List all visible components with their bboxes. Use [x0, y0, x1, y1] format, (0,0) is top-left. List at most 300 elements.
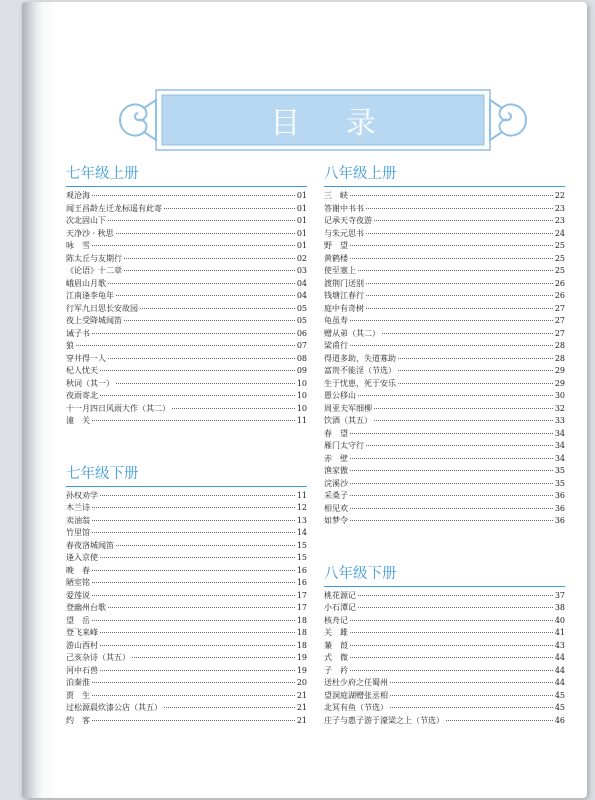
entry-title: 夜上受降城闻笛 — [66, 316, 122, 325]
dot-leader — [374, 420, 553, 421]
entry-title: 采桑子 — [324, 491, 348, 500]
entry-title: 咏 雪 — [66, 241, 90, 250]
entry-page-number: 37 — [554, 590, 565, 600]
entry-title: 愚公移山 — [324, 391, 356, 400]
entry-page-number: 22 — [554, 191, 565, 200]
toc-entry[interactable] — [66, 403, 307, 416]
toc-entry[interactable] — [324, 640, 565, 653]
entry-page-number: 01 — [296, 216, 307, 225]
section-gap — [324, 528, 565, 564]
toc-entry[interactable] — [66, 590, 307, 603]
dot-leader — [100, 670, 295, 671]
dot-leader — [92, 532, 295, 533]
entry-page-number: 28 — [554, 353, 565, 363]
toc-entry[interactable] — [66, 315, 307, 328]
entry-page-number: 21 — [296, 715, 307, 725]
entry-title: 黄鹤楼 — [324, 253, 348, 263]
toc-entry[interactable] — [324, 253, 565, 266]
entry-page-number: 08 — [296, 353, 307, 363]
entry-title: 卖油翁 — [66, 515, 90, 525]
entry-title: 河中石兽 — [66, 665, 98, 675]
dot-leader — [390, 682, 553, 683]
toc-entry[interactable] — [324, 190, 565, 203]
toc-entry[interactable] — [324, 215, 565, 228]
entry-title: 木兰诗 — [66, 503, 90, 512]
toc-section — [324, 164, 565, 528]
entry-title: 浣溪沙 — [324, 478, 348, 488]
dot-leader — [374, 220, 553, 221]
toc-entry[interactable] — [324, 203, 565, 216]
dot-leader — [140, 308, 295, 309]
entry-page-number: 41 — [554, 628, 565, 637]
entry-page-number: 38 — [554, 603, 565, 612]
toc-entry[interactable] — [66, 602, 307, 615]
toc-entry[interactable] — [324, 315, 565, 328]
toc-entry[interactable] — [66, 690, 307, 703]
entry-title: 望 岳 — [66, 615, 90, 625]
entry-page-number: 03 — [296, 266, 307, 275]
toc-entry[interactable] — [324, 403, 565, 416]
entry-title: 春 望 — [324, 428, 348, 438]
entry-page-number: 01 — [296, 228, 307, 238]
entry-page-number: 24 — [554, 228, 565, 238]
toc-entry[interactable] — [66, 627, 307, 640]
section-divider — [66, 486, 307, 487]
entry-page-number: 01 — [296, 203, 307, 213]
toc-entry[interactable] — [66, 290, 307, 303]
dot-leader — [164, 208, 295, 209]
entry-title: 庭中有奇树 — [324, 303, 364, 313]
toc-entry[interactable] — [66, 702, 307, 715]
entry-title: 赤 壁 — [324, 453, 348, 463]
entry-page-number: 11 — [296, 416, 307, 425]
entry-title: 登飞来峰 — [66, 628, 98, 637]
entry-title: 渔家傲 — [324, 466, 348, 475]
toc-entry[interactable] — [66, 577, 307, 590]
toc-section — [66, 464, 307, 728]
entry-title: 赠从弟（其二） — [324, 328, 380, 338]
toc-entry[interactable] — [66, 390, 307, 403]
toc-entry[interactable] — [66, 353, 307, 366]
dot-leader — [92, 620, 295, 621]
entry-page-number: 25 — [554, 266, 565, 275]
dot-leader — [92, 420, 295, 421]
entry-page-number: 01 — [296, 191, 307, 200]
dot-leader — [92, 570, 295, 571]
entry-title: 春夜洛城闻笛 — [66, 540, 114, 550]
dot-leader — [108, 358, 295, 359]
dot-leader — [350, 458, 553, 459]
entry-title: 雁门太守行 — [324, 441, 364, 450]
entry-page-number: 18 — [296, 640, 307, 650]
toc-entry[interactable] — [66, 203, 307, 216]
entry-title: 诫子书 — [66, 328, 90, 338]
toc-entry[interactable] — [66, 552, 307, 565]
entry-page-number: 44 — [554, 665, 565, 675]
entry-title: 富贵不能淫（节选） — [324, 366, 396, 375]
entry-title: 夜雨寄北 — [66, 391, 98, 400]
dot-leader — [116, 233, 295, 234]
entry-title: 陈太丘与友期行 — [66, 253, 122, 263]
toc-entry[interactable] — [324, 278, 565, 291]
entry-title: 秋词（其一） — [66, 378, 114, 388]
entry-title: 生于忧患，死于安乐 — [324, 378, 396, 388]
entry-title: 小石潭记 — [324, 603, 356, 612]
entry-title: 陋室铭 — [66, 578, 90, 587]
entry-title: 渡荆门送别 — [324, 278, 364, 288]
entry-title: 爱莲说 — [66, 590, 90, 600]
entry-page-number: 28 — [554, 341, 565, 350]
entry-title: 与朱元思书 — [324, 228, 364, 238]
toc-column-right — [324, 164, 565, 727]
toc-entry[interactable] — [324, 365, 565, 378]
entry-page-number: 18 — [296, 628, 307, 637]
toc-entry[interactable] — [66, 527, 307, 540]
dot-leader — [92, 245, 295, 246]
toc-entry[interactable] — [324, 615, 565, 628]
dot-leader — [390, 695, 553, 696]
entry-page-number: 17 — [296, 603, 307, 612]
toc-entry[interactable] — [324, 378, 565, 391]
dot-leader — [172, 408, 295, 409]
dot-leader — [358, 607, 553, 608]
dot-leader — [358, 270, 553, 271]
toc-section — [66, 164, 307, 428]
toc-entry[interactable] — [324, 228, 565, 241]
toc-entry[interactable] — [324, 290, 565, 303]
entry-page-number: 04 — [296, 278, 307, 288]
entry-title: 梁甫行 — [324, 341, 348, 350]
dot-leader — [92, 720, 295, 721]
dot-leader — [100, 557, 295, 558]
entry-title: 行军九日思长安故园 — [66, 303, 138, 313]
dot-leader — [350, 345, 553, 346]
entry-title: 野 望 — [324, 241, 348, 250]
entry-page-number: 10 — [296, 403, 307, 413]
entry-title: 饮酒（其五） — [324, 416, 372, 425]
toc-entry[interactable] — [66, 190, 307, 203]
entry-title: 游山西村 — [66, 640, 98, 650]
toc-entry[interactable] — [66, 228, 307, 241]
toc-entry[interactable] — [66, 490, 307, 503]
toc-entry[interactable] — [66, 652, 307, 665]
section-title: 八年级上册 — [324, 166, 397, 182]
entry-title: 子 衿 — [324, 665, 348, 675]
toc-entry[interactable] — [66, 515, 307, 528]
entry-title: 北冥有鱼（节选） — [324, 703, 388, 712]
dot-leader — [92, 195, 295, 196]
dot-leader — [350, 670, 553, 671]
entry-title: 如梦令 — [324, 516, 348, 525]
entry-page-number: 25 — [554, 241, 565, 250]
dot-leader — [108, 607, 295, 608]
entry-title: 记承天寺夜游 — [324, 216, 372, 225]
toc-entry[interactable] — [324, 490, 565, 503]
toc-entry[interactable] — [66, 502, 307, 515]
entry-page-number: 23 — [554, 203, 565, 213]
toc-entry[interactable] — [66, 240, 307, 253]
dot-leader — [100, 645, 295, 646]
entry-page-number: 16 — [296, 578, 307, 587]
entry-page-number: 27 — [554, 303, 565, 313]
entry-title: 晚 春 — [66, 565, 90, 575]
entry-title: 钱塘江春行 — [324, 291, 364, 300]
dot-leader — [116, 383, 295, 384]
dot-leader — [92, 595, 295, 596]
toc-entry[interactable] — [66, 340, 307, 353]
dot-leader — [366, 295, 553, 296]
dot-leader — [124, 258, 295, 259]
entry-page-number: 27 — [554, 316, 565, 325]
entry-page-number: 36 — [554, 503, 565, 513]
toc-entry[interactable] — [324, 715, 565, 728]
toc-entry[interactable] — [66, 378, 307, 391]
entry-page-number: 19 — [296, 665, 307, 675]
dot-leader — [350, 320, 553, 321]
dot-leader — [350, 645, 553, 646]
toc-entry[interactable] — [324, 590, 565, 603]
page-title: 目 录 — [270, 106, 394, 141]
toc-entry[interactable] — [324, 602, 565, 615]
entry-page-number: 09 — [296, 366, 307, 375]
entry-page-number: 20 — [296, 678, 307, 687]
entry-page-number: 32 — [554, 403, 565, 413]
entry-page-number: 29 — [554, 378, 565, 388]
entry-title: 《论语》十二章 — [66, 266, 122, 275]
entry-page-number: 07 — [296, 341, 307, 350]
section-divider — [324, 586, 565, 587]
toc-entry[interactable] — [66, 665, 307, 678]
toc-entry[interactable] — [324, 340, 565, 353]
entry-title: 周亚夫军细柳 — [324, 403, 372, 413]
entry-page-number: 05 — [296, 303, 307, 313]
toc-entry[interactable] — [324, 415, 565, 428]
dot-leader — [350, 657, 553, 658]
entry-title: 相见欢 — [324, 503, 348, 513]
entry-title: 穿井得一人 — [66, 353, 106, 363]
dot-leader — [350, 258, 553, 259]
dot-leader — [366, 233, 553, 234]
toc-entry[interactable] — [66, 615, 307, 628]
entry-title: 逢入京使 — [66, 553, 98, 562]
dot-leader — [350, 245, 553, 246]
toc-entry[interactable] — [324, 690, 565, 703]
dot-leader — [366, 208, 553, 209]
dot-leader — [108, 283, 295, 284]
dot-leader — [398, 358, 553, 359]
dot-leader — [116, 295, 295, 296]
toc-entry[interactable] — [324, 265, 565, 278]
dot-leader — [164, 707, 295, 708]
entry-page-number: 35 — [554, 466, 565, 475]
entry-page-number: 19 — [296, 653, 307, 662]
entry-title: 江南逢李龟年 — [66, 291, 114, 300]
entry-page-number: 10 — [296, 391, 307, 400]
toc-entry[interactable] — [66, 265, 307, 278]
toc-entry[interactable] — [66, 278, 307, 291]
dot-leader — [374, 408, 553, 409]
entry-page-number: 40 — [554, 615, 565, 625]
book-page — [22, 2, 587, 798]
dot-leader — [124, 270, 295, 271]
entry-page-number: 21 — [296, 703, 307, 712]
entry-page-number: 33 — [554, 416, 565, 425]
dot-leader — [100, 495, 295, 496]
dot-leader — [366, 283, 553, 284]
toc-entry[interactable] — [66, 365, 307, 378]
entry-title: 潼 关 — [66, 416, 90, 425]
dot-leader — [108, 220, 295, 221]
dot-leader — [350, 483, 553, 484]
entry-page-number: 25 — [554, 253, 565, 263]
entry-title: 贾 生 — [66, 690, 90, 700]
dot-leader — [350, 470, 553, 471]
entry-page-number: 12 — [296, 503, 307, 512]
entry-title: 狼 — [66, 341, 74, 350]
entry-title: 核舟记 — [324, 615, 348, 625]
dot-leader — [92, 520, 295, 521]
toc-entry[interactable] — [66, 303, 307, 316]
toc-entry[interactable] — [66, 715, 307, 728]
entry-title: 送杜少府之任蜀州 — [324, 678, 388, 687]
dot-leader — [132, 657, 295, 658]
section-title: 七年级上册 — [66, 166, 139, 182]
dot-leader — [76, 345, 295, 346]
toc-entry[interactable] — [324, 677, 565, 690]
entry-title: 己亥杂诗（其五） — [66, 653, 130, 662]
entry-title: 泊秦淮 — [66, 678, 90, 687]
toc-entry[interactable] — [66, 540, 307, 553]
entry-page-number: 27 — [554, 328, 565, 338]
entry-page-number: 34 — [554, 441, 565, 450]
dot-leader — [100, 632, 295, 633]
toc-entry[interactable] — [66, 640, 307, 653]
entry-page-number: 45 — [554, 690, 565, 700]
toc-entry[interactable] — [66, 565, 307, 578]
section-title: 八年级下册 — [324, 565, 397, 582]
toc-entry[interactable] — [324, 428, 565, 441]
entry-page-number: 29 — [554, 366, 565, 375]
entry-page-number: 15 — [296, 540, 307, 550]
toc-column-left — [66, 164, 307, 727]
toc-entry[interactable] — [324, 503, 565, 516]
dot-leader — [390, 707, 553, 708]
entry-page-number: 04 — [296, 291, 307, 300]
toc-entry[interactable] — [324, 702, 565, 715]
entry-page-number: 01 — [296, 241, 307, 250]
toc-entry[interactable] — [324, 353, 565, 366]
entry-page-number: 36 — [554, 491, 565, 500]
entry-title: 庄子与惠子游于濠梁之上（节选） — [324, 715, 444, 725]
entry-page-number: 44 — [554, 678, 565, 687]
entry-page-number: 21 — [296, 690, 307, 700]
toc-entry[interactable] — [324, 478, 565, 491]
entry-page-number: 35 — [554, 478, 565, 488]
entry-title: 次北固山下 — [66, 216, 106, 225]
toc-entry[interactable] — [324, 515, 565, 528]
entry-title: 竹里馆 — [66, 528, 90, 537]
dot-leader — [116, 545, 295, 546]
dot-leader — [350, 495, 553, 496]
entry-page-number: 18 — [296, 615, 307, 625]
dot-leader — [350, 195, 553, 196]
toc-entry[interactable] — [324, 665, 565, 678]
entry-page-number: 43 — [554, 640, 565, 650]
toc-entry[interactable] — [324, 328, 565, 341]
title-banner — [110, 86, 536, 154]
entry-page-number: 36 — [554, 516, 565, 525]
toc-section — [324, 564, 565, 728]
toc-entry[interactable] — [66, 677, 307, 690]
entry-title: 得道多助，失道寡助 — [324, 353, 396, 363]
entry-page-number: 26 — [554, 291, 565, 300]
entry-title: 孙权劝学 — [66, 490, 98, 500]
entry-page-number: 13 — [296, 515, 307, 525]
entry-page-number: 16 — [296, 565, 307, 575]
dot-leader — [92, 695, 295, 696]
entry-title: 式 微 — [324, 653, 348, 662]
entry-page-number: 05 — [296, 316, 307, 325]
page-curl — [32, 2, 52, 798]
dot-leader — [350, 433, 553, 434]
entry-title: 峨眉山月歌 — [66, 278, 106, 288]
dot-leader — [398, 370, 553, 371]
toc-entry[interactable] — [324, 453, 565, 466]
section-divider — [324, 186, 565, 187]
entry-page-number: 44 — [554, 653, 565, 662]
entry-page-number: 14 — [296, 528, 307, 537]
toc-entry[interactable] — [66, 215, 307, 228]
entry-page-number: 46 — [554, 715, 565, 725]
entry-title: 登幽州台歌 — [66, 603, 106, 612]
dot-leader — [350, 632, 553, 633]
entry-title: 过松源晨炊漆公店（其五） — [66, 703, 162, 712]
toc-entry[interactable] — [324, 652, 565, 665]
dot-leader — [382, 333, 553, 334]
entry-title: 天净沙 · 秋思 — [66, 228, 114, 238]
entry-title: 龟虽寿 — [324, 316, 348, 325]
dot-leader — [398, 383, 553, 384]
dot-leader — [92, 582, 295, 583]
dot-leader — [350, 520, 553, 521]
dot-leader — [366, 308, 553, 309]
entry-title: 蒹 葭 — [324, 640, 348, 650]
entry-page-number: 15 — [296, 553, 307, 562]
toc-entry[interactable] — [324, 303, 565, 316]
dot-leader — [446, 720, 553, 721]
entry-page-number: 10 — [296, 378, 307, 388]
section-title: 七年级下册 — [66, 465, 139, 482]
toc-entry[interactable] — [66, 328, 307, 341]
dot-leader — [350, 508, 553, 509]
dot-leader — [358, 395, 553, 396]
entry-page-number: 02 — [296, 253, 307, 263]
toc-entry[interactable] — [324, 465, 565, 478]
entry-title: 使至塞上 — [324, 266, 356, 275]
toc-entry[interactable] — [324, 240, 565, 253]
entry-page-number: 06 — [296, 328, 307, 338]
entry-page-number: 34 — [554, 453, 565, 463]
toc-entry[interactable] — [324, 627, 565, 640]
section-divider — [66, 186, 307, 187]
toc-entry[interactable] — [324, 440, 565, 453]
toc-entry[interactable] — [324, 390, 565, 403]
section-gap — [66, 428, 307, 464]
toc-entry[interactable] — [66, 253, 307, 266]
entry-page-number: 30 — [554, 391, 565, 400]
toc-entry[interactable] — [66, 415, 307, 428]
entry-title: 答谢中书书 — [324, 203, 364, 213]
